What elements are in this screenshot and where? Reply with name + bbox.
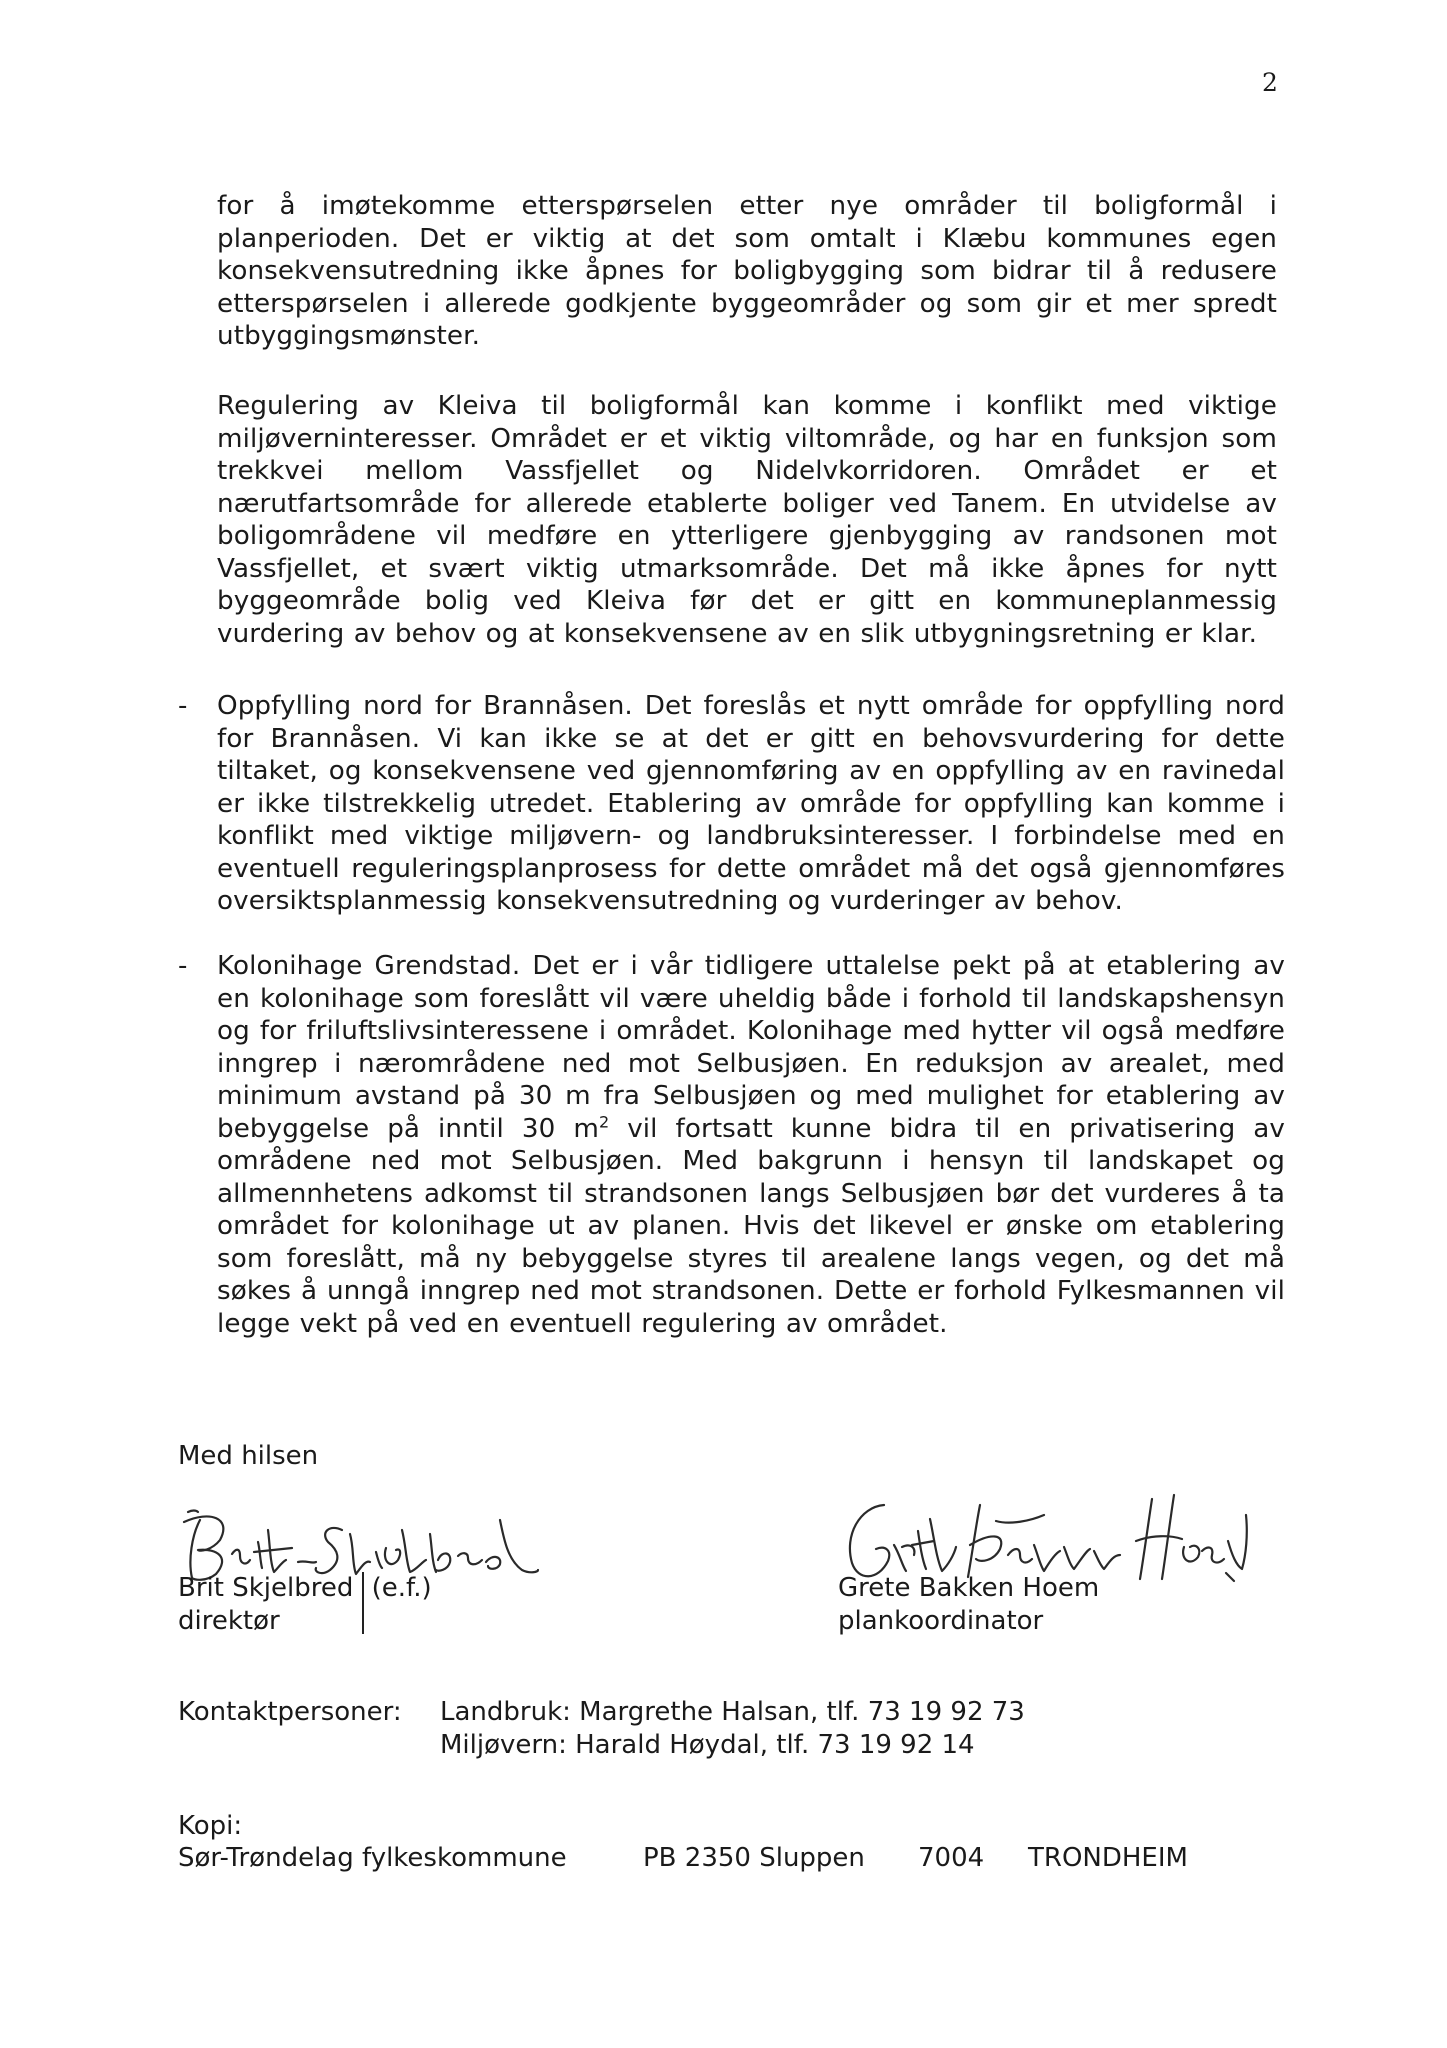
bullet-kolonihage-text-2: vil fortsatt kunne bidra til en privatisering av områdene ned mot Selbusjøen. Med bakgrunn i hensyn til landskapet og allmennhetens adkomst til strandsonen langs Selbusjøen bør det vurderes å ta området for kolonihage ut av planen. Hvis det likevel er ønske om etablering som foreslått, må ny bebyggelse styres til arealene langs vegen, og det må søkes å unngå inngrep ned mot strandsonen. Dette er forhold Fylkesmannen vil legge vekt på ved en eventuell regulering av området.: [217, 1113, 1285, 1339]
contact-miljovern: Miljøvern: Harald Høydal, tlf. 73 19 92 14: [440, 1730, 975, 1760]
bullet-kolonihage-grendstad: [217, 950, 1285, 1340]
copy-recipient-row: [178, 1842, 1238, 1875]
copy-postcode: 7004: [918, 1843, 985, 1873]
copy-city: TRONDHEIM: [1028, 1843, 1188, 1873]
signatory-right-title: plankoordinator: [838, 1605, 1044, 1636]
signatory-left-ef: (e.f.): [371, 1573, 432, 1603]
bullet-dash: -: [178, 951, 188, 981]
superscript-2: 2: [598, 1111, 610, 1131]
signatory-left-title: direktør: [178, 1605, 280, 1636]
signatory-left: [178, 1572, 432, 1637]
paragraph-boligformal: for å imøtekomme etterspørselen etter nye områder til boligformål i planperioden. Det er viktig at det som omtalt i Klæbu kommunes egen konsekvensutredning ikke åpnes for boligbygging som bidrar til å redusere etterspørselen i allerede godkjente byggeområder og som gir et mer spredt utbyggingsmønster.: [217, 191, 1277, 351]
signatory-right: [838, 1572, 1099, 1637]
copy-organization: Sør-Trøndelag fylkeskommune: [178, 1843, 567, 1873]
copy-recipients: [178, 1810, 1238, 1875]
signatory-right-name: Grete Bakken Hoem: [838, 1573, 1100, 1603]
signatory-left-name: Brit Skjelbred: [178, 1573, 354, 1603]
bullet-oppfylling-brannasen: Oppfylling nord for Brannåsen. Det foreslås et nytt område for oppfylling nord for Brannåsen. Vi kan ikke se at det er gitt en behovsvurdering for dette tiltaket, og konsekvensene ved gjennomføring av en oppfylling av en ravinedal er ikke tilstrekkelig utredet. Etablering av område for oppfylling kan komme i konflikt med viktige miljøvern- og landbruksinteresser. I forbindelse med en eventuell reguleringsplanprosess for dette området må det også gjennomføres oversiktsplanmessig konsekvensutredning og vurderinger av behov.: [217, 691, 1285, 916]
paragraph-kleiva: Regulering av Kleiva til boligformål kan komme i konflikt med viktige miljøverninteresser. Området er et viktig viltområde, og har en funksjon som trekkvei mellom Vassfjellet og Nidelvkorridoren. Området er et nærutfartsområde for allerede etablerte boliger ved Tanem. En utvidelse av boligområdene vil medføre en ytterligere gjenbygging av randsonen mot Vassfjellet, et svært viktig utmarksområde. Det må ikke åpnes for nytt byggeområde bolig ved Kleiva før det er gitt en kommuneplanmessig vurdering av behov og at konsekvensene av en slik utbygningsretning er klar.: [217, 391, 1277, 649]
contact-landbruk: Landbruk: Margrethe Halsan, tlf. 73 19 92 73: [440, 1697, 1025, 1727]
copy-postbox: PB 2350 Sluppen: [643, 1843, 865, 1873]
greeting: Med hilsen: [178, 1441, 319, 1471]
page-number: 2: [1262, 68, 1278, 97]
contact-label: Kontaktpersoner:: [178, 1697, 402, 1727]
contact-lines: [440, 1696, 1025, 1762]
bullet-kolonihage-text-1: Kolonihage Grendstad. Det er i vår tidligere uttalelse pekt på at etablering av en kolonihage som foreslått vil være uheldig både i forhold til landskapshensyn og for friluftslivsinteressene i området. Kolonihage med hytter vil også medføre inngrep i nærområdene ned mot Selbusjøen. En reduksjon av arealet, med minimum avstand på 30 m fra Selbusjøen og med mulighet for etablering av bebyggelse på inntil 30 m: [217, 951, 1285, 1144]
bullet-dash: -: [178, 691, 188, 721]
signatory-left-name-line: [178, 1572, 432, 1605]
copy-title: Kopi:: [178, 1811, 243, 1841]
